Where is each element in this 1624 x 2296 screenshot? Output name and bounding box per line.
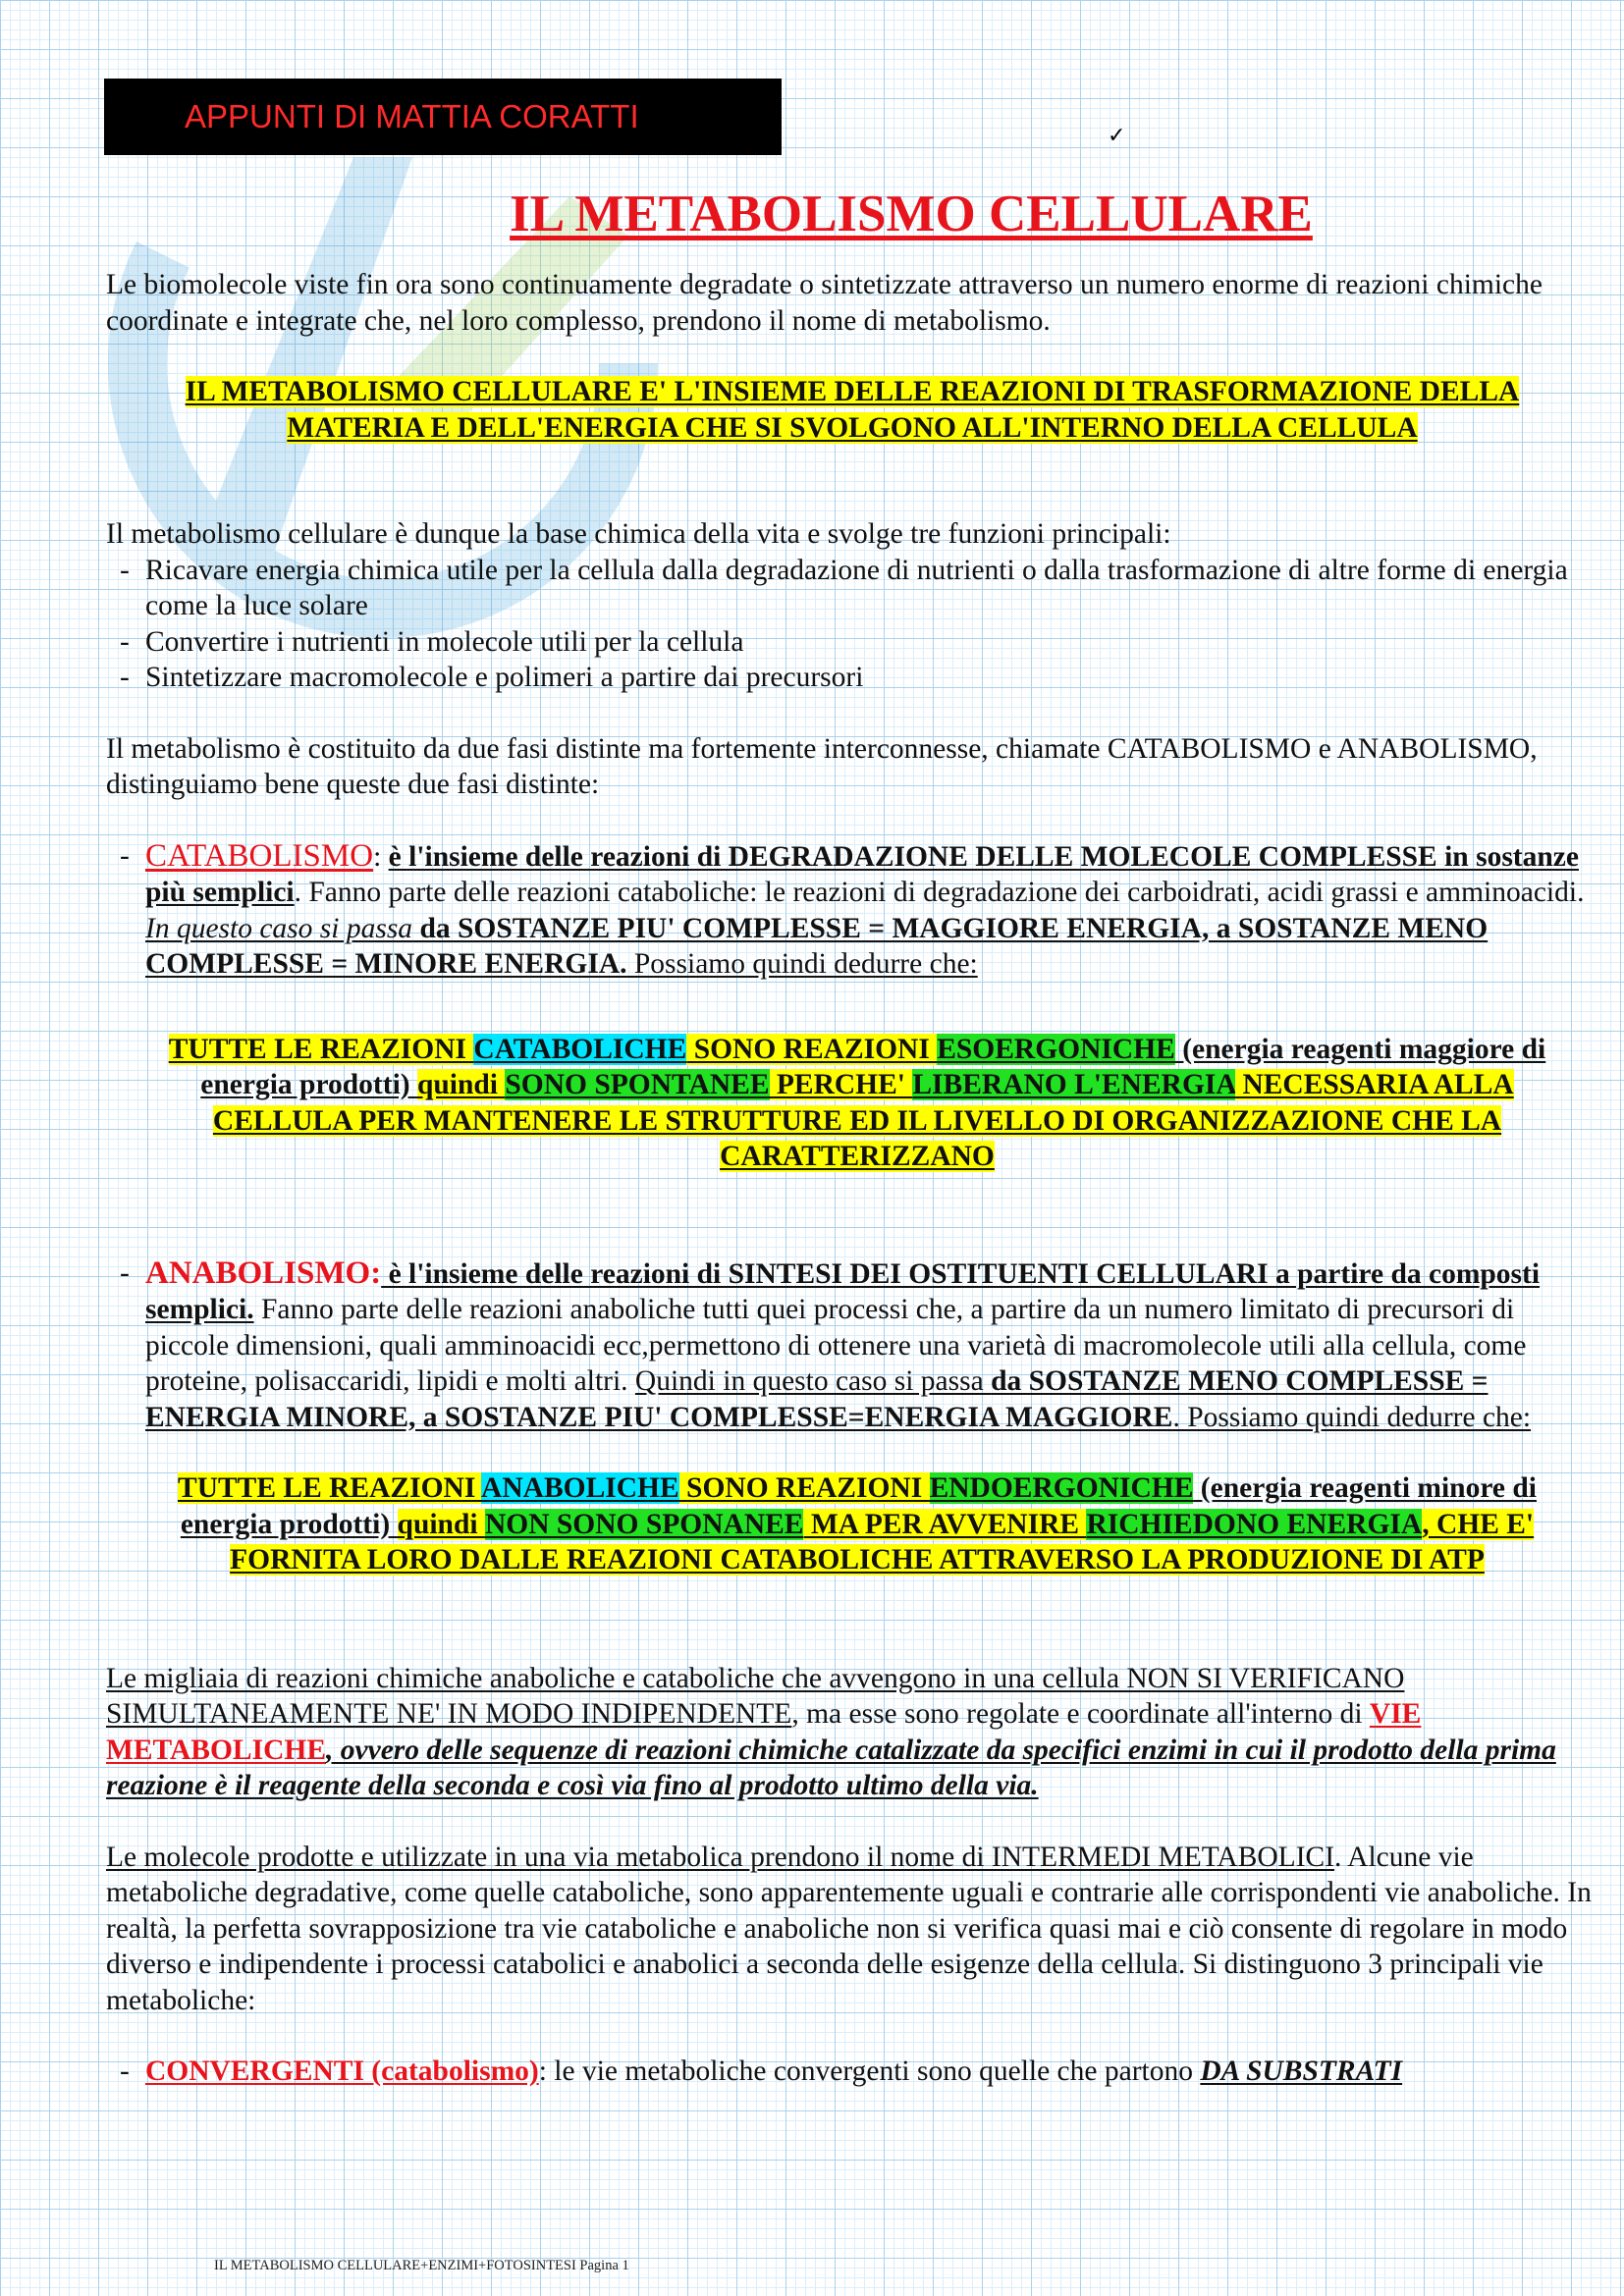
cat-box-esoergoniche: ESOERGONICHE [937, 1033, 1175, 1065]
anabolism-section [106, 1255, 1598, 1436]
intermediates-text: . Alcune vie metaboliche degradative, come quelle cataboliche, sono apparentemente uguali e contrarie alle corrispondenti vie anaboliche. In realtà, la perfetta sovrapposizione tra vie cataboliche e anaboliche non si verifica quasi mai e ciò consente di regolare in modo diverso e indipendente i processi catabolici e anabolici a seconda delle esigenze della cellula. Si distinguono 3 principali vie metaboliche: [106, 1841, 1592, 2016]
catabolism-text-2: Possiamo quindi dedurre che: [626, 948, 978, 980]
definition-line-1: IL METABOLISMO CELLULARE E' L'INSIEME DELLE REAZIONI DI TRASFORMAZIONE DELLA [185, 376, 1520, 407]
catabolism-text-1: . Fanno parte delle reazioni cataboliche: le reazioni di degradazione dei carboidrati, acidi grassi e amminoacidi. [294, 877, 1585, 908]
convergent-term: CONVERGENTI (catabolismo) [145, 2056, 539, 2087]
ana-box-part-3: SONO REAZIONI [678, 1472, 930, 1504]
ana-box-richiedono: RICHIEDONO ENERGIA [1086, 1508, 1423, 1540]
catabolism-colon: : [373, 840, 382, 873]
ana-box-anaboliche: ANABOLICHE [481, 1472, 679, 1504]
intermediates-paragraph [106, 1840, 1598, 2019]
anabolism-definition: è l'insieme delle reazioni di SINTESI DEI OSTITUENTI CELLULARI a partire da composti semplici. [145, 1257, 1541, 1325]
check-icon: ✓ [1108, 124, 1126, 148]
pathways-term: VIE METABOLICHE [106, 1698, 1422, 1766]
cat-box-cataboliche: CATABOLICHE [473, 1033, 687, 1065]
ana-box-part-10: , CHE E' FORNITA LORO DALLE REAZIONI CATABOLICHE ATTRAVERSO LA PRODUZIONE DI ATP [230, 1508, 1535, 1575]
ana-box-part-1: TUTTE LE REAZIONI [178, 1472, 482, 1504]
cat-box-part-5: (energia reagenti maggiore di energia prodotti) [200, 1033, 1546, 1100]
anabolism-energy: da SOSTANZE MENO COMPLESSE = ENERGIA MINORE, a SOSTANZE PIU' COMPLESSE=ENERGIA MAGGIORE [145, 1365, 1489, 1433]
catabolism-definition: è l'insieme delle reazioni di DEGRADAZIONE DELLE MOLECOLE COMPLESSE in sostanze più semplici [145, 840, 1579, 908]
anabolism-underline: Quindi in questo caso si passa [634, 1365, 992, 1397]
definition-block [106, 374, 1598, 446]
functions-list [106, 553, 1598, 696]
ana-box-endoergoniche: ENDOERGONICHE [929, 1472, 1194, 1504]
ana-box-part-5: (energia reagenti minore di energia prodotti) [180, 1472, 1537, 1540]
author-banner-text: APPUNTI DI MATTIA CORATTI [185, 98, 639, 134]
phases-intro: Il metabolismo è costituito da due fasi distinte ma fortemente interconnesse, chiamate CATABOLISMO e ANABOLISMO, distinguiamo bene queste due fasi distinte: [106, 732, 1538, 800]
catabolism-section [106, 838, 1598, 983]
catabolism-conclusion [165, 1032, 1549, 1175]
catabolism-italic: In questo caso si passa [145, 912, 413, 944]
ana-box-ma-per: MA PER AVVENIRE [803, 1508, 1087, 1540]
cat-box-part-3: SONO REAZIONI [686, 1033, 938, 1065]
functions-intro: Il metabolismo cellulare è dunque la base chimica della vita e svolge tre funzioni principali: [106, 518, 1171, 550]
convergent-substrates: DA SUBSTRATI [1200, 2056, 1403, 2087]
ana-box-quindi: quindi [397, 1508, 485, 1540]
intro-paragraph: Le biomolecole viste fin ora sono continuamente degradate o sintetizzate attraverso un numero enorme di reazioni chimiche coordinate e integrate che, nel loro complesso, prendono il nome di metabolismo. [106, 269, 1543, 337]
anabolism-conclusion [165, 1470, 1549, 1578]
cat-box-part-10: NECESSARIA ALLA CELLULA PER MANTENERE LE STRUTTURE ED IL LIVELLO DI ORGANIZZAZIONE CHE LA CARATTERIZZANO [212, 1069, 1514, 1172]
cat-box-liberano: LIBERANO L'ENERGIA [912, 1069, 1236, 1100]
pathways-text: , ma esse sono regolate e coordinate all'interno di [791, 1698, 1370, 1730]
author-banner [104, 79, 782, 155]
function-item-1: - Ricavare energia chimica utile per la cellula dalla degradazione di nutrienti o dalla trasformazione di altre forme di energia come la luce solare [106, 553, 1598, 624]
pathways-underline: Le migliaia di reazioni chimiche anaboliche e cataboliche che avvengono in una cellula NON SI VERIFICANO SIMULTANEAMENTE NE' IN MODO INDIPENDENTE [106, 1662, 1405, 1730]
cat-box-perche: PERCHE' [769, 1069, 913, 1100]
convergent-section [106, 2054, 1598, 2090]
ana-box-non-spontanee: NON SONO SPONANEE [484, 1508, 804, 1540]
catabolism-term: CATABOLISMO [145, 837, 374, 874]
function-item-2: - Convertire i nutrienti in molecole utili per la cellula [106, 624, 1598, 661]
cat-box-part-1: TUTTE LE REAZIONI [168, 1033, 474, 1065]
definition-line-2: MATERIA E DELL'ENERGIA CHE SI SVOLGONO ALL'INTERNO DELLA CELLULA [287, 411, 1418, 444]
page-footer: IL METABOLISMO CELLULARE+ENZIMI+FOTOSINTESI Pagina 1 [214, 2258, 629, 2273]
function-item-3: - Sintetizzare macromolecole e polimeri a partire dai precursori [106, 660, 1598, 696]
intermediates-underline: Le molecole prodotte e utilizzate in una via metabolica prendono il nome di INTERMEDI METABOLICI [106, 1841, 1335, 1873]
anabolism-term: ANABOLISMO: [145, 1255, 382, 1291]
cat-box-quindi: quindi [416, 1069, 506, 1100]
convergent-text: : le vie metaboliche convergenti sono quelle che partono [538, 2056, 1201, 2087]
anabolism-text-1: Fanno parte delle reazioni anaboliche tutti quei processi che, a partire da un numero limitato di precursori di piccole dimensioni, quali amminoacidi ecc,permettono di ottenere una varietà di macromolecole utili alla cellula, come proteine, polisaccaridi, lipidi e molti altri. [145, 1294, 1527, 1397]
pathways-paragraph [106, 1661, 1598, 1804]
cat-box-spontanee: SONO SPONTANEE [505, 1069, 770, 1100]
pathways-definition: , ovvero delle sequenze di reazioni chimiche catalizzate da specifici enzimi in cui il prodotto della prima reazione è il reagente della seconda e così via fino al prodotto ultimo della via. [106, 1734, 1556, 1801]
catabolism-energy: da SOSTANZE PIU' COMPLESSE = MAGGIORE ENERGIA, a SOSTANZE MENO COMPLESSE = MINORE ENERGIA. [145, 912, 1489, 980]
anabolism-text-2: . Possiamo quindi dedurre che: [1172, 1401, 1532, 1433]
page-content [106, 175, 1598, 2090]
page-title: IL METABOLISMO CELLULARE [510, 186, 1313, 242]
